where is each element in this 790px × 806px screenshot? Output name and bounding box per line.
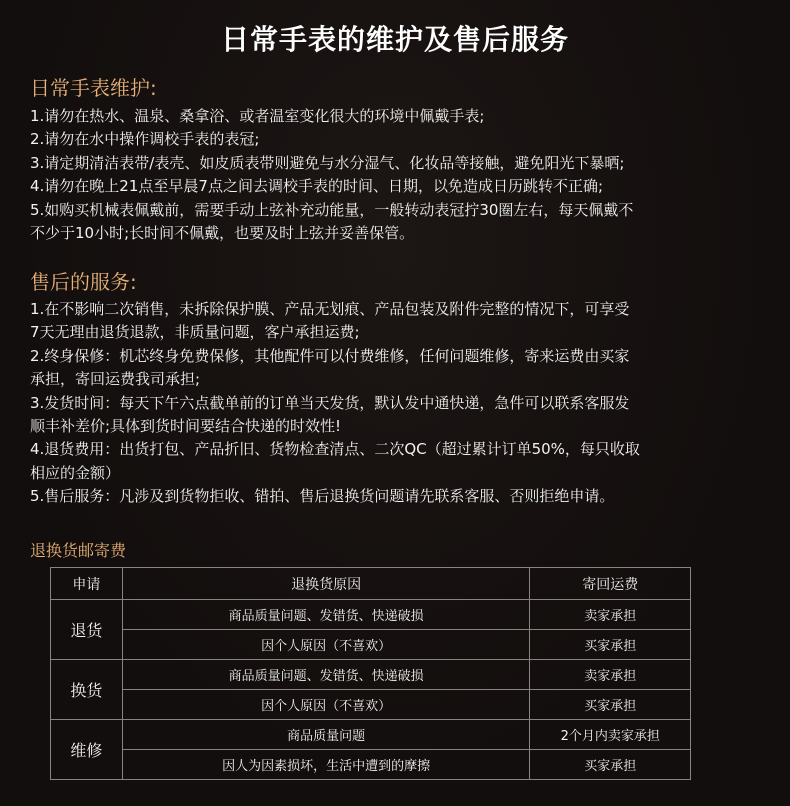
- reason-cell: 商品质量问题、发错货、快递破损: [122, 660, 530, 690]
- after-sales-heading: 售后的服务:: [30, 270, 137, 294]
- reason-cell: 商品质量问题: [122, 720, 530, 750]
- table-row: [51, 690, 691, 720]
- fee-table-heading: 退换货邮寄费: [30, 541, 127, 560]
- maintenance-line: 3.请定期清洁表带/表壳、如皮质表带则避免与水分湿气、化妆品等接触，避免阳光下暴晒;: [30, 153, 625, 172]
- fee-cell: 卖家承担: [530, 660, 691, 690]
- table-row: [51, 660, 691, 690]
- return-fee-table: [50, 567, 691, 780]
- maintenance-list: [30, 105, 770, 245]
- maintenance-line: 不少于10小时;长时间不佩戴，也要及时上弦并妥善保管。: [30, 224, 415, 243]
- header-fee: 寄回运费: [530, 568, 691, 600]
- table-row: [51, 720, 691, 750]
- type-cell-exchange: 换货: [51, 660, 123, 720]
- page-title: 日常手表的维护及售后服务: [220, 23, 569, 56]
- maintenance-line: 1.请勿在热水、温泉、桑拿浴、或者温室变化很大的环境中佩戴手表;: [30, 107, 485, 125]
- header-type: 申请: [51, 568, 123, 600]
- after-sales-list: [30, 298, 770, 509]
- maintenance-heading: 日常手表维护:: [30, 76, 157, 100]
- fee-cell: 2个月内卖家承担: [530, 720, 691, 750]
- type-cell-return: 退货: [51, 600, 123, 660]
- table-row: [51, 750, 691, 780]
- header-reason: 退换货原因: [122, 568, 530, 600]
- table-row: [51, 600, 691, 630]
- fee-cell: 卖家承担: [530, 600, 691, 630]
- maintenance-line: 4.请勿在晚上21点至早晨7点之间去调校手表的时间、日期，以免造成日历跳转不正确;: [30, 177, 603, 196]
- after-sales-line: 承担，寄回运费我司承担;: [30, 370, 201, 389]
- after-sales-line: 4.退货费用：出货打包、产品折旧、货物检查清点、二次QC（超过累计订单50%，每只收取: [30, 440, 640, 459]
- after-sales-line: 5.售后服务：凡涉及到货物拒收、错拍、售后退换货问题请先联系客服、否则拒绝申请。: [30, 487, 615, 506]
- fee-cell: 买家承担: [530, 750, 691, 780]
- reason-cell: 因个人原因（不喜欢）: [122, 630, 530, 660]
- after-sales-line: 顺丰补差价;具体到货时间要结合快递的时效性!: [30, 417, 342, 436]
- reason-cell: 因人为因素损坏，生活中遭到的摩擦: [122, 750, 530, 780]
- after-sales-line: 7天无理由退货退款，非质量问题，客户承担运费;: [30, 323, 360, 342]
- after-sales-line: 3.发货时间：每天下午六点截单前的订单当天发货，默认发中通快递，急件可以联系客服发: [30, 393, 630, 412]
- after-sales-line: 1.在不影响二次销售，未拆除保护膜、产品无划痕、产品包装及附件完整的情况下，可享受: [30, 300, 630, 318]
- maintenance-line: 5.如购买机械表佩戴前，需要手动上弦补充动能量，一般转动表冠拧30圈左右，每天佩戴不: [30, 200, 634, 219]
- after-sales-line: 相应的金额）: [30, 463, 121, 482]
- reason-cell: 因个人原因（不喜欢）: [122, 690, 530, 720]
- after-sales-line: 2.终身保修：机芯终身免费保修，其他配件可以付费维修，任何问题维修，寄来运费由买家: [30, 346, 630, 365]
- fee-cell: 买家承担: [530, 630, 691, 660]
- reason-cell: 商品质量问题、发错货、快递破损: [122, 600, 530, 630]
- table-row: [51, 630, 691, 660]
- type-cell-repair: 维修: [51, 720, 123, 780]
- fee-cell: 买家承担: [530, 690, 691, 720]
- table-header-row: [51, 568, 691, 600]
- maintenance-line: 2.请勿在水中操作调校手表的表冠;: [30, 130, 260, 149]
